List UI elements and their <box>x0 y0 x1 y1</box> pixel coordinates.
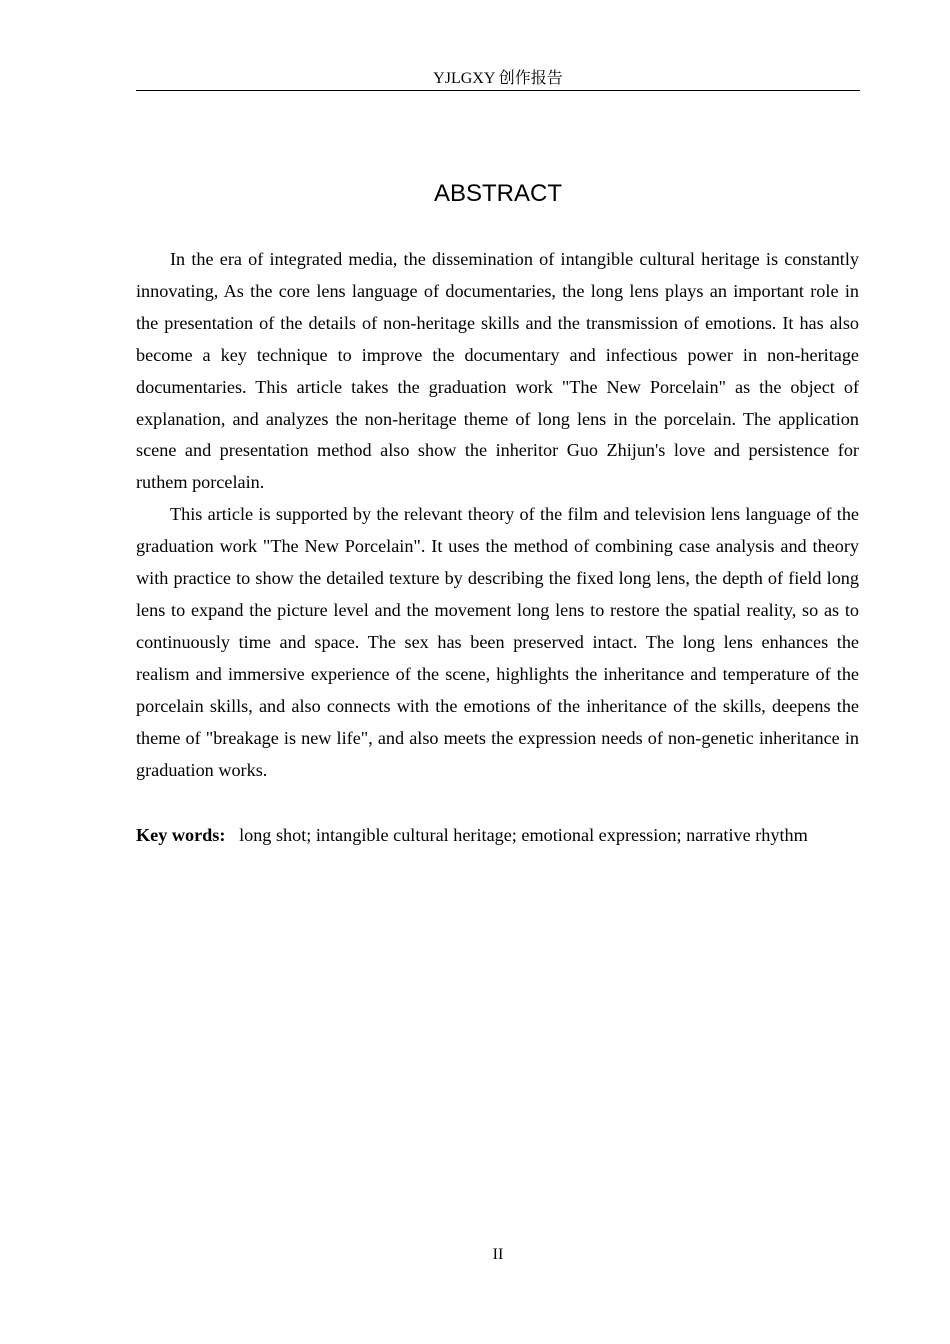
keywords-text <box>230 825 808 845</box>
header-rule <box>136 90 860 91</box>
page-header: YJLGXY 创作报告 <box>433 70 563 87</box>
keywords-label: Key words: <box>136 825 226 845</box>
abstract-paragraph-1: In the era of integrated media, the dissemination of intangible cultural heritage is constantly innovating, As the core lens language of documentaries, the long lens plays an important role in the presentation of the details of non-heritage skills and the transmission of emotions. It has also become a key technique to improve the documentary and infectious power in non-heritage documentaries. This article takes the graduation work "The New Porcelain" as the object of explanation, and analyzes the non-heritage theme of long lens in the porcelain. The application scene and presentation method also show the inheritor Guo Zhijun's love and persistence for ruthem porcelain. <box>136 249 859 493</box>
page-number: II <box>492 1246 504 1263</box>
abstract-title: ABSTRACT <box>433 180 562 207</box>
keywords-value: long shot; intangible cultural heritage; emotional expression; narrative rhythm <box>239 825 808 845</box>
abstract-paragraph-2: This article is supported by the relevant theory of the film and television lens language of the graduation work "The New Porcelain". It uses the method of combining case analysis and theory with practice to show the detailed texture by describing the fixed long lens, the depth of field long lens to expand the picture level and the movement long lens to restore the spatial reality, so as to continuously time and space. The sex has been preserved intact. The long lens enhances the realism and immersive experience of the scene, highlights the inheritance and temperature of the porcelain skills, and also connects with the emotions of the inheritance of the skills, deepens the theme of "breakage is new life", and also meets the expression needs of non-genetic inheritance in graduation works. <box>136 504 859 780</box>
abstract-body <box>136 244 859 786</box>
keywords-line <box>136 819 860 851</box>
